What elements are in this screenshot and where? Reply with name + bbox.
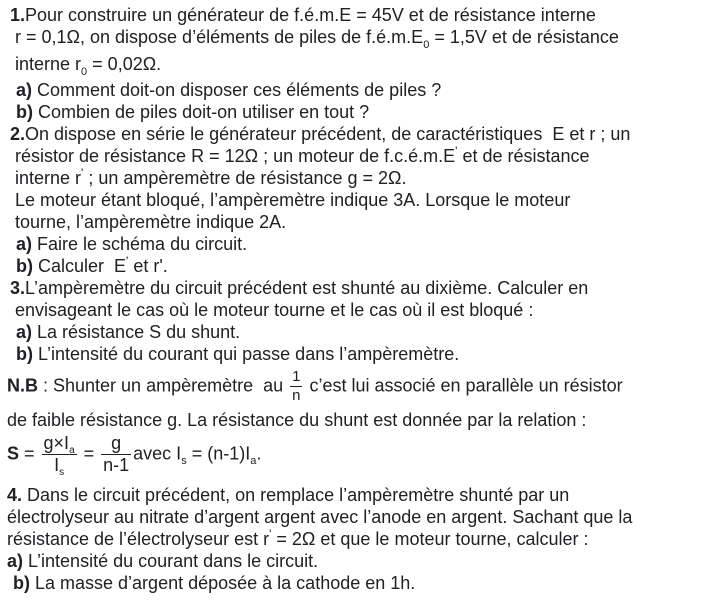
- q4-line1: [7, 484, 714, 506]
- q1-a-marker: a): [16, 80, 33, 100]
- q2-item-a: [16, 233, 714, 255]
- q2-line4-text: Le moteur étant bloqué, l’ampèremètre indique 3A. Lorsque le moteur: [15, 190, 571, 210]
- q1-line3-text-end: = 0,02Ω.: [87, 54, 162, 74]
- q4-line3-text-end: = 2Ω et que le moteur tourne, calculer :: [271, 529, 589, 549]
- fraction-gIa-over-Is: [42, 433, 77, 478]
- q4-line3-text: résistance de l’électrolyseur est r: [7, 529, 270, 549]
- q4-item-a: [7, 550, 714, 572]
- nb-line2: [7, 409, 714, 431]
- subscript-s: s: [181, 455, 187, 468]
- q4-line2-text: électrolyseur au nitrate d’argent argent avec l’anode en argent. Sachant que la: [7, 507, 633, 527]
- q4-b-text: La masse d’argent déposée à la cathode en 1h.: [30, 573, 416, 593]
- q2-line2-text-end: et de résistance: [457, 146, 590, 166]
- q3-item-b: [16, 343, 714, 365]
- q1-b-marker: b): [16, 102, 33, 122]
- q1-a-text: Comment doit-on disposer ces éléments de piles ?: [32, 80, 442, 100]
- q3-item-a: [16, 321, 714, 343]
- q2-b-text-end: et r'.: [128, 256, 168, 276]
- q1-line3: [15, 53, 714, 78]
- q3-b-marker: b): [16, 344, 33, 364]
- q1-item-a: [16, 79, 714, 101]
- nb-line1-text: : Shunter un ampèremètre au: [38, 375, 289, 396]
- q4-a-text: L’intensité du courant dans le circuit.: [23, 551, 319, 571]
- q4-item-b: [13, 572, 714, 594]
- q3-line1: [10, 277, 714, 299]
- q4-line2: [7, 506, 714, 528]
- q3-line1-text: L’ampèremètre du circuit précédent est shunté au dixième. Calculer en: [25, 278, 589, 298]
- q4-a-marker: a): [7, 551, 24, 571]
- q2-line4: [15, 189, 714, 211]
- q2-line1-text: On dispose en série le générateur précédent, de caractéristiques E et r ; un: [25, 124, 631, 144]
- q1-b-text: Combien de piles doit-on utiliser en tout ?: [33, 102, 370, 122]
- q4-marker: 4.: [7, 485, 23, 505]
- fraction-numerator: 1: [292, 368, 301, 385]
- fraction-denominator: [42, 454, 77, 478]
- q4-line3: [7, 528, 714, 550]
- prime-mark: ': [126, 254, 129, 268]
- nb-line1-text-end: c’est lui associé en parallèle un résistor: [304, 375, 623, 396]
- q3-b-text: L’intensité du courant qui passe dans l’ampèremètre.: [33, 344, 460, 364]
- q2-item-b: [16, 255, 714, 277]
- prime-mark: ': [269, 527, 272, 541]
- q2-marker: 2.: [10, 124, 26, 144]
- subscript-zero: 0: [81, 66, 88, 78]
- fraction-denominator: n-1: [103, 455, 130, 475]
- subscript-a: a: [250, 455, 257, 468]
- q2-line3-text: interne r: [15, 168, 82, 188]
- nb-marker: N.B: [7, 375, 38, 396]
- q1-line2-text: r = 0,1Ω, on dispose d’éléments de piles de f.é.m.E: [15, 27, 424, 47]
- q2-line2: [15, 145, 714, 167]
- q2-line5: [15, 211, 714, 233]
- subscript-a: a: [69, 445, 75, 456]
- q3-marker: 3.: [10, 278, 26, 298]
- denominator-text: I: [54, 455, 60, 475]
- formula-equals: =: [19, 443, 40, 464]
- formula-lhs: S: [7, 443, 20, 464]
- nb-line2-text: de faible résistance g. La résistance du shunt est donnée par la relation :: [7, 410, 587, 430]
- q1-line2-text-end: = 1,5V et de résistance: [429, 27, 619, 47]
- q1-line1-text: Pour construire un générateur de f.é.m.E = 45V et de résistance interne: [25, 5, 596, 25]
- formula-period: .: [256, 443, 262, 464]
- q2-line3-text-end: ; un ampèremètre de résistance g = 2Ω.: [83, 168, 407, 188]
- formula-equals-2: =: [78, 443, 100, 464]
- q3-line2-text: envisageant le cas où le moteur tourne et le cas où il est bloqué :: [15, 300, 534, 320]
- q2-line5-text: tourne, l’ampèremètre indique 2A.: [15, 212, 287, 232]
- nb-line1: [7, 369, 714, 404]
- q1-line2: [15, 26, 714, 51]
- q3-a-text: La résistance S du shunt.: [32, 322, 241, 342]
- q2-b-text: Calculer E: [33, 256, 127, 276]
- subscript-zero: 0: [423, 39, 430, 51]
- q1-marker: 1.: [10, 5, 26, 25]
- formula-relation-text: = (n-1)I: [186, 443, 251, 464]
- q3-line2: [15, 299, 714, 321]
- fraction-numerator: [42, 434, 77, 454]
- formula-avec-text: avec I: [133, 443, 182, 464]
- fraction-denominator: n: [292, 387, 301, 404]
- q2-line3: [15, 167, 714, 189]
- q2-a-text: Faire le schéma du circuit.: [32, 234, 248, 254]
- q3-a-marker: a): [16, 322, 33, 342]
- q2-line2-text: résistor de résistance R = 12Ω ; un moteur de f.c.é.m.E: [15, 146, 456, 166]
- prime-mark: ': [455, 144, 458, 158]
- fraction-numerator: g: [111, 433, 122, 453]
- q2-line1: [10, 123, 714, 145]
- q1-line3-text: interne r: [15, 54, 82, 74]
- numerator-text: g×I: [43, 433, 70, 453]
- q2-b-marker: b): [16, 256, 33, 276]
- prime-mark: ': [81, 166, 84, 180]
- q1-line1: [10, 4, 714, 26]
- fraction-g-over-n-minus-1: [101, 434, 131, 475]
- fraction-one-over-n: [290, 369, 302, 404]
- q1-item-b: [16, 101, 714, 123]
- subscript-s: s: [59, 467, 65, 478]
- q2-a-marker: a): [16, 234, 33, 254]
- q4-line1-text: Dans le circuit précédent, on remplace l’ampèremètre shunté par un: [22, 485, 570, 505]
- shunt-formula: [7, 433, 714, 478]
- q4-b-marker: b): [13, 573, 30, 593]
